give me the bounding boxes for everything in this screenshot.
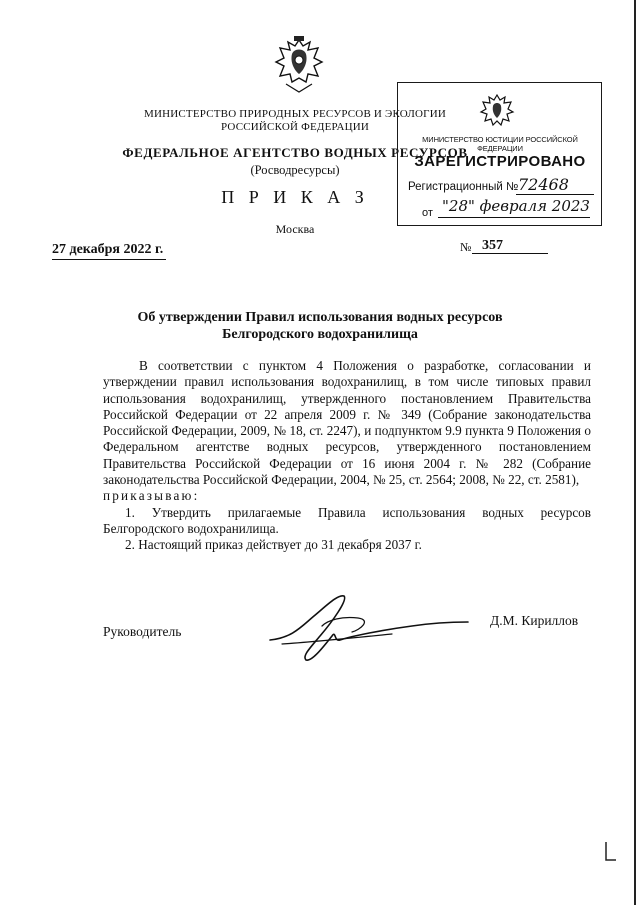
document-type: П Р И К А З: [221, 187, 369, 207]
document-title: [110, 309, 530, 343]
order-number-underline: [472, 253, 548, 254]
stamp-date-label: от: [422, 207, 433, 219]
stamp-number: 72468: [518, 175, 569, 194]
document-title-line-2: Белгородского водохранилища: [222, 327, 418, 342]
stamp-date: "28" февраля 2023: [442, 197, 590, 215]
registration-stamp: [397, 82, 602, 226]
signer-name: Д.М. Кириллов: [490, 613, 579, 628]
agency-short-name: (Росводресурсы): [250, 163, 340, 177]
signer-position: Руководитель: [103, 624, 182, 639]
ministry-line-2: РОССИЙСКОЙ ФЕДЕРАЦИИ: [220, 121, 370, 133]
document-title-line-1: Об утверждении Правил использования водных ресурсов: [137, 310, 503, 325]
city: Москва: [275, 222, 315, 236]
order-date-underline: [52, 259, 166, 260]
stamp-emblem-icon: [478, 91, 516, 129]
order-date: 27 декабря 2022 г.: [52, 242, 164, 257]
handwritten-signature: [262, 586, 472, 666]
order-item-1: 1. Утвердить прилагаемые Правила использования водных ресурсов Белгородского водохранилища.: [103, 504, 591, 536]
order-number: 357: [482, 238, 503, 253]
stamp-status: ЗАРЕГИСТРИРОВАНО: [414, 153, 586, 170]
document-body: [103, 358, 591, 554]
stamp-date-underline: [438, 217, 590, 218]
order-number-label: №: [460, 240, 472, 254]
stamp-number-underline: [516, 194, 594, 195]
order-item-2: 2. Настоящий приказ действует до 31 декабря 2037 г.: [125, 537, 422, 553]
agency-name: ФЕДЕРАЛЬНОЕ АГЕНТСТВО ВОДНЫХ РЕСУРСОВ: [122, 145, 468, 160]
preamble-paragraph: В соответствии с пунктом 4 Положения о разработке, согласовании и утверждении правил использования водохранилищ, в том числе типовых правил использования водохранилищ, утвержденного постановлением Правительства Российской Федерации от 22 апреля 2009 г. № 349 (Собрание законодательства Российской Федерации, 2009, № 18, ст. 2247), и подпунктом 9.9 пункта 9 Положения о Федеральном агентстве водных ресурсов, утвержденного постановлением Правительства Российской Федерации от 16 июня 2004 г. № 282 (Собрание законодательства Российской Федерации, 2004, № 25, ст. 2564; 2008, № 22, ст. 2581),: [103, 358, 591, 488]
order-directive: приказываю:: [103, 488, 200, 504]
coat-of-arms-icon: [270, 34, 328, 96]
ministry-line-1: МИНИСТЕРСТВО ПРИРОДНЫХ РЕСУРСОВ И ЭКОЛОГИИ: [143, 108, 447, 120]
scan-border: [634, 0, 636, 905]
scan-corner-mark: [604, 840, 618, 864]
stamp-number-label: Регистрационный №: [408, 181, 519, 193]
stamp-ministry: МИНИСТЕРСТВО ЮСТИЦИИ РОССИЙСКОЙ ФЕДЕРАЦИИ: [422, 135, 578, 153]
